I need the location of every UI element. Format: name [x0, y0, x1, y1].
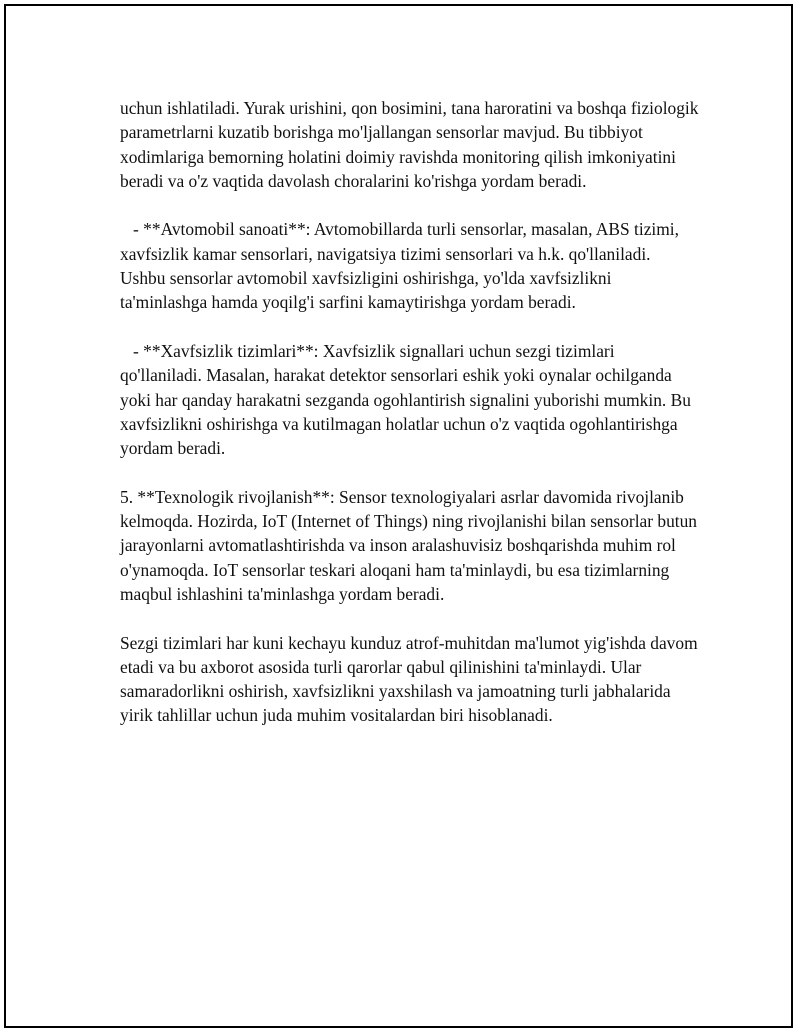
- document-page: [4, 4, 793, 1028]
- document-body: [120, 96, 703, 752]
- paragraph-automotive-industry: - **Avtomobil sanoati**: Avtomobillarda turli sensorlar, masalan, ABS tizimi, xavfsizlik kamar sensorlari, navigatsiya tizimi sensorlari va h.k. qo'llaniladi. Ushbu sensorlar avtomobil xavfsizligini oshirishga, yo'lda xavfsizlikni ta'minlashga hamda yoqilg'i sarfini kamaytirishga yordam beradi.: [120, 219, 684, 313]
- paragraph-medical-sensors: uchun ishlatiladi. Yurak urishini, qon bosimini, tana haroratini va boshqa fiziologik parametrlarni kuzatib borishga mo'ljallangan sensorlar mavjud. Bu tibbiyot xodimlariga bemorning holatini doimiy ravishda monitoring qilish imkoniyatini beradi va o'z vaqtida davolash choralarini ko'rishga yordam beradi.: [120, 98, 703, 191]
- paragraph-security-systems: - **Xavfsizlik tizimlari**: Xavfsizlik signallari uchun sezgi tizimlari qo'llaniladi. Masalan, harakat detektor sensorlari eshik yoki oynalar ochilganda yoki har qanday harakatni sezganda ogohlantirish signalini yuborishi mumkin. Bu xavfsizlikni oshirishga va kutilmagan holatlar uchun o'z vaqtida ogohlantirishga yordam beradi.: [120, 340, 696, 459]
- paragraph-conclusion: Sezgi tizimlari har kuni kechayu kunduz atrof-muhitdan ma'lumot yig'ishda davom etadi va bu axborot asosida turli qarorlar qabul qilinishini ta'minlaydi. Ular samaradorlikni oshirish, xavfsizlikni yaxshilash va jamoatning turli jabhalarida yirik tahlillar uchun juda muhim vositalardan biri hisoblanadi.: [120, 632, 702, 726]
- paragraph-technological-development: 5. **Texnologik rivojlanish**: Sensor texnologiyalari asrlar davomida rivojlanib kelmoqda. Hozirda, IoT (Internet of Things) ning rivojlanishi bilan sensorlar butun jarayonlarni avtomatlashtirishda va inson aralashuvisiz boshqarishda muhim rol o'ynamoqda. IoT sensorlar teskari aloqani ham ta'minlaydi, bu esa tizimlarning maqbul ishlashini ta'minlashga yordam beradi.: [120, 486, 702, 604]
